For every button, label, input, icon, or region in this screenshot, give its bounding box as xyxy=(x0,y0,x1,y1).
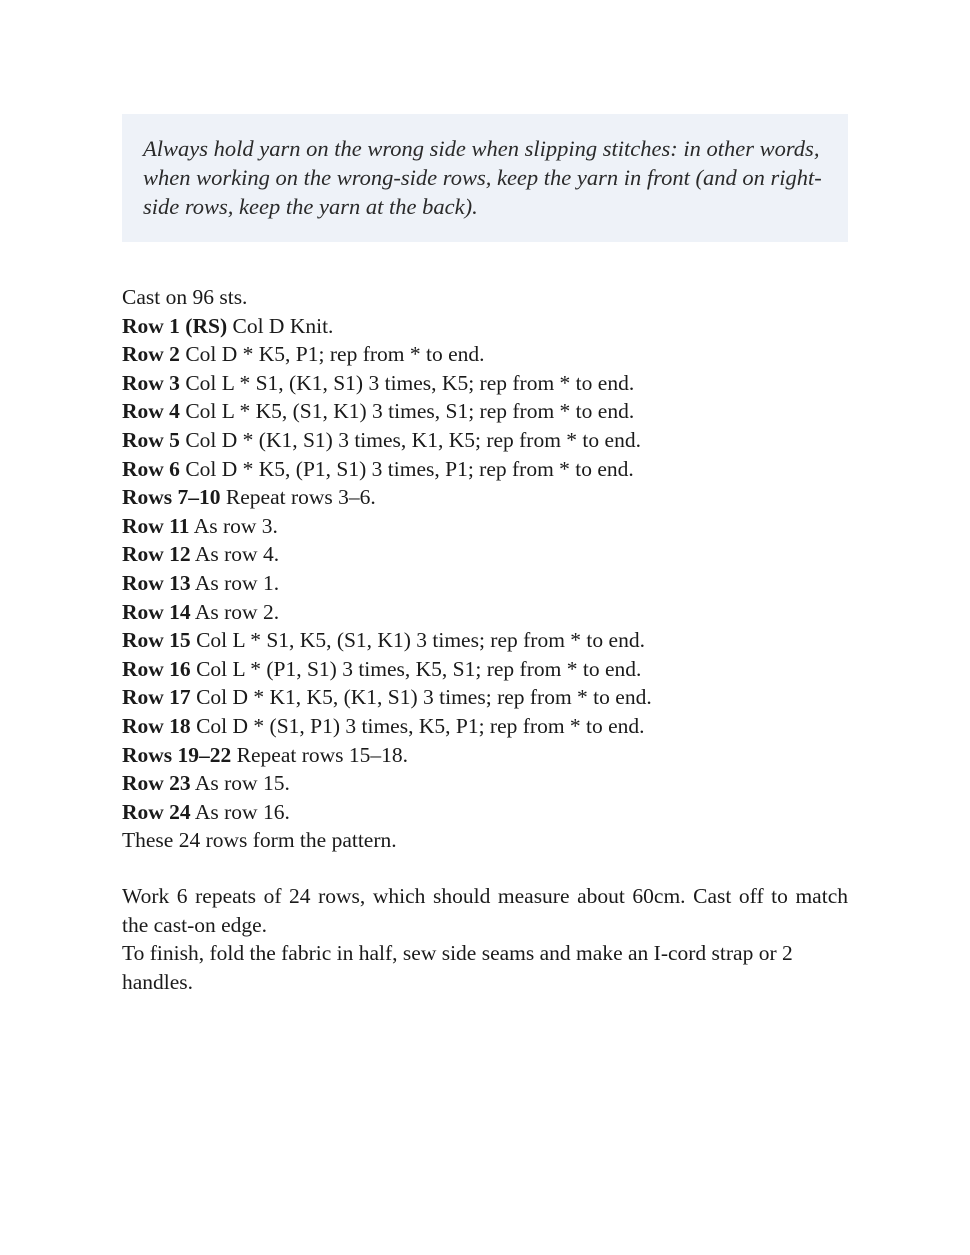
pattern-row xyxy=(122,741,848,770)
pattern-row xyxy=(122,369,848,398)
row-instruction: Col D Knit. xyxy=(227,313,334,338)
row-label: Row 11 xyxy=(122,513,190,538)
finishing-instructions xyxy=(122,882,848,996)
row-label: Row 13 xyxy=(122,570,191,595)
row-instruction: As row 3. xyxy=(189,513,278,538)
row-instruction: Col D * (K1, S1) 3 times, K1, K5; rep from * to end. xyxy=(179,427,641,452)
pattern-row xyxy=(122,598,848,627)
row-instruction: Repeat rows 15–18. xyxy=(231,742,409,767)
pattern-row xyxy=(122,540,848,569)
row-label: Row 15 xyxy=(122,628,191,653)
row-label: Row 3 xyxy=(122,370,180,395)
row-instruction: Col L * S1, K5, (S1, K1) 3 times; rep from * to end. xyxy=(190,628,645,653)
pattern-row xyxy=(122,626,848,655)
tip-box xyxy=(122,114,848,242)
pattern-row xyxy=(122,483,848,512)
row-label: Row 24 xyxy=(122,799,191,824)
pattern-row xyxy=(122,683,848,712)
pattern-instructions xyxy=(122,283,848,855)
pattern-row xyxy=(122,312,848,341)
row-instruction: Col D * K5, (P1, S1) 3 times, P1; rep from * to end. xyxy=(179,456,634,481)
pattern-row xyxy=(122,769,848,798)
finish-paragraph: To finish, fold the fabric in half, sew side seams and make an I-cord strap or 2 handles. xyxy=(122,941,793,994)
row-label: Row 4 xyxy=(122,399,180,424)
row-instruction: As row 1. xyxy=(190,570,280,595)
row-label: Row 23 xyxy=(122,771,191,796)
row-label: Row 14 xyxy=(122,599,191,624)
row-label: Row 16 xyxy=(122,656,191,681)
pattern-row xyxy=(122,569,848,598)
row-instruction: Col L * (P1, S1) 3 times, K5, S1; rep from * to end. xyxy=(190,656,642,681)
row-label: Row 6 xyxy=(122,456,180,481)
row-instruction: Col D * K1, K5, (K1, S1) 3 times; rep from * to end. xyxy=(190,685,652,710)
row-label: Rows 19–22 xyxy=(122,742,232,767)
pattern-row xyxy=(122,655,848,684)
row-label: Row 1 (RS) xyxy=(122,313,228,338)
row-instruction: As row 15. xyxy=(190,771,290,796)
row-instruction: Repeat rows 3–6. xyxy=(220,485,376,510)
pattern-row xyxy=(122,712,848,741)
work-paragraph: Work 6 repeats of 24 rows, which should measure about 60cm. Cast off to match the cast-on edge. xyxy=(122,884,848,937)
pattern-row xyxy=(122,340,848,369)
pattern-row xyxy=(122,455,848,484)
tip-text: Always hold yarn on the wrong side when slipping stitches: in other words, when working on the wrong-side rows, keep the yarn in front (and on right-side rows, keep the yarn at the back). xyxy=(143,136,822,219)
row-label: Row 2 xyxy=(122,342,180,367)
pattern-row xyxy=(122,426,848,455)
pattern-row xyxy=(122,798,848,827)
pattern-row xyxy=(122,512,848,541)
row-instruction: Col D * (S1, P1) 3 times, K5, P1; rep from * to end. xyxy=(190,713,645,738)
row-instruction: As row 16. xyxy=(190,799,290,824)
pattern-row xyxy=(122,397,848,426)
row-label: Row 12 xyxy=(122,542,191,567)
row-instruction: As row 2. xyxy=(190,599,280,624)
row-instruction: As row 4. xyxy=(190,542,280,567)
row-label: Row 17 xyxy=(122,685,191,710)
row-label: Rows 7–10 xyxy=(122,485,221,510)
row-label: Row 18 xyxy=(122,713,191,738)
row-instruction: Col L * S1, (K1, S1) 3 times, K5; rep from * to end. xyxy=(179,370,635,395)
row-label: Row 5 xyxy=(122,427,180,452)
row-list xyxy=(122,312,848,827)
row-instruction: Col D * K5, P1; rep from * to end. xyxy=(179,342,485,367)
cast-on-line: Cast on 96 sts. xyxy=(122,285,248,309)
row-instruction: Col L * K5, (S1, K1) 3 times, S1; rep from * to end. xyxy=(179,399,635,424)
pattern-summary: These 24 rows form the pattern. xyxy=(122,828,397,853)
